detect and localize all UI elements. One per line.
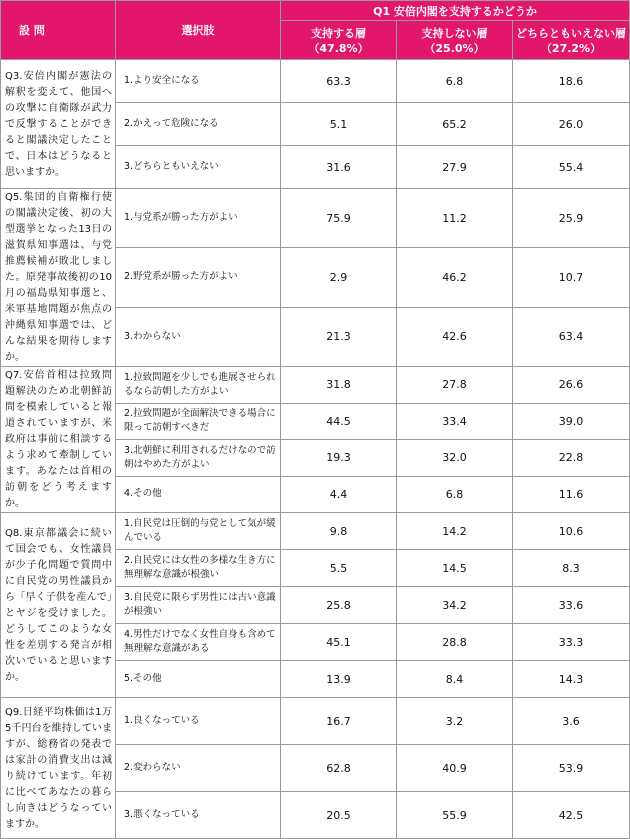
value-cell: 25.8: [281, 587, 397, 624]
value-cell: 14.3: [513, 661, 630, 698]
value-cell: 26.0: [513, 103, 630, 146]
option-label: 2.拉致問題が全面解決できる場合に限って訪朝すべきだ: [116, 403, 281, 440]
value-cell: 6.8: [397, 60, 513, 103]
value-cell: 10.6: [513, 513, 630, 550]
group-label: どちらともいえない層: [516, 27, 627, 40]
value-cell: 55.4: [513, 146, 630, 189]
option-label: 1.より安全になる: [116, 60, 281, 103]
value-cell: 28.8: [397, 624, 513, 661]
value-cell: 14.5: [397, 550, 513, 587]
value-cell: 9.8: [281, 513, 397, 550]
option-label: 3.北朝鮮に利用されるだけなので訪朝はやめた方がよい: [116, 440, 281, 477]
header-group-neutral: [513, 21, 630, 60]
value-cell: 14.2: [397, 513, 513, 550]
value-cell: 8.4: [397, 661, 513, 698]
value-cell: 55.9: [397, 792, 513, 839]
value-cell: 13.9: [281, 661, 397, 698]
group-percentage: （27.2%）: [540, 42, 602, 55]
option-label: 4.男性だけでなく女性自身も含めて無理解な意識がある: [116, 624, 281, 661]
value-cell: 27.8: [397, 367, 513, 404]
value-cell: 3.6: [513, 698, 630, 745]
option-label: 4.その他: [116, 476, 281, 513]
value-cell: 5.5: [281, 550, 397, 587]
question-text: Q3.安倍内閣が憲法の解釈を変えて、他国への攻撃に自衛隊が武力で反撃することができると閣議決定したことで、日本はどうなると思いますか。: [1, 60, 116, 189]
value-cell: 22.8: [513, 440, 630, 477]
table-row: [1, 367, 630, 404]
group-label: 支持しない層: [421, 27, 488, 40]
option-label: 1.自民党は圧倒的与党として気が緩んでいる: [116, 513, 281, 550]
value-cell: 31.6: [281, 146, 397, 189]
value-cell: 34.2: [397, 587, 513, 624]
option-label: 1.拉致問題を少しでも進展させられるなら訪朝した方がよい: [116, 367, 281, 404]
value-cell: 45.1: [281, 624, 397, 661]
value-cell: 42.5: [513, 792, 630, 839]
option-label: 5.その他: [116, 661, 281, 698]
value-cell: 32.0: [397, 440, 513, 477]
header-options: 選択肢: [116, 1, 281, 60]
option-label: 1.与党系が勝った方がよい: [116, 189, 281, 248]
value-cell: 21.3: [281, 307, 397, 366]
question-text: Q8.東京都議会に続いて国会でも、女性議員が少子化問題で質問中に自民党の男性議員から「早く子供を産んで」とヤジを受けました。どうしてこのような女性を差別する発言が相次いでいると思いますか。: [1, 513, 116, 698]
value-cell: 26.6: [513, 367, 630, 404]
value-cell: 5.1: [281, 103, 397, 146]
header-group-support: [281, 21, 397, 60]
option-label: 1.良くなっている: [116, 698, 281, 745]
value-cell: 3.2: [397, 698, 513, 745]
value-cell: 40.9: [397, 745, 513, 792]
option-label: 2.自民党には女性の多様な生き方に無理解な意識が根強い: [116, 550, 281, 587]
value-cell: 19.3: [281, 440, 397, 477]
group-percentage: （47.8%）: [308, 42, 369, 55]
value-cell: 33.4: [397, 403, 513, 440]
question-text: Q5.集団的自衛権行使の閣議決定後、初の大型選挙となった13日の滋賀県知事選は、与党推薦候補が敗北しました。原発事故後初の10月の福島県知事選と、米軍基地問題が焦点の沖縄県知事選では、どんな結果を期待しますか。: [1, 189, 116, 367]
value-cell: 11.6: [513, 476, 630, 513]
value-cell: 27.9: [397, 146, 513, 189]
value-cell: 46.2: [397, 248, 513, 307]
option-label: 3.どちらともいえない: [116, 146, 281, 189]
header-question: 設 問: [1, 1, 116, 60]
value-cell: 62.8: [281, 745, 397, 792]
value-cell: 20.5: [281, 792, 397, 839]
header-group-title: Q1 安倍内閣を支持するかどうか: [281, 1, 630, 21]
value-cell: 75.9: [281, 189, 397, 248]
value-cell: 10.7: [513, 248, 630, 307]
option-label: 3.わからない: [116, 307, 281, 366]
value-cell: 44.5: [281, 403, 397, 440]
value-cell: 31.8: [281, 367, 397, 404]
value-cell: 18.6: [513, 60, 630, 103]
value-cell: 11.2: [397, 189, 513, 248]
value-cell: 42.6: [397, 307, 513, 366]
table-row: [1, 513, 630, 550]
value-cell: 25.9: [513, 189, 630, 248]
value-cell: 33.6: [513, 587, 630, 624]
value-cell: 63.3: [281, 60, 397, 103]
question-text: Q7.安倍首相は拉致問題解決のため北朝鮮訪問を模索していると報道されていますが、米政府は事前に相談するよう求めて牽制しています。あなたは首相の訪朝をどう考えますか。: [1, 367, 116, 513]
value-cell: 63.4: [513, 307, 630, 366]
value-cell: 16.7: [281, 698, 397, 745]
group-label: 支持する層: [311, 27, 366, 40]
value-cell: 6.8: [397, 476, 513, 513]
value-cell: 53.9: [513, 745, 630, 792]
value-cell: 33.3: [513, 624, 630, 661]
option-label: 3.自民党に限らず男性には古い意識が根強い: [116, 587, 281, 624]
table-row: [1, 60, 630, 103]
option-label: 2.かえって危険になる: [116, 103, 281, 146]
value-cell: 39.0: [513, 403, 630, 440]
table-row: [1, 189, 630, 248]
option-label: 2.野党系が勝った方がよい: [116, 248, 281, 307]
option-label: 3.悪くなっている: [116, 792, 281, 839]
value-cell: 4.4: [281, 476, 397, 513]
question-text: Q9.日経平均株価は1万5千円台を維持していますが、総務省の発表では家計の消費支出は減り続けています。年初に比べてあなたの暮らし向きはどうなっていますか。: [1, 698, 116, 839]
option-label: 2.変わらない: [116, 745, 281, 792]
table-row: [1, 698, 630, 745]
value-cell: 65.2: [397, 103, 513, 146]
group-percentage: （25.0%）: [424, 42, 485, 55]
header-group-nonsupport: [397, 21, 513, 60]
value-cell: 8.3: [513, 550, 630, 587]
value-cell: 2.9: [281, 248, 397, 307]
